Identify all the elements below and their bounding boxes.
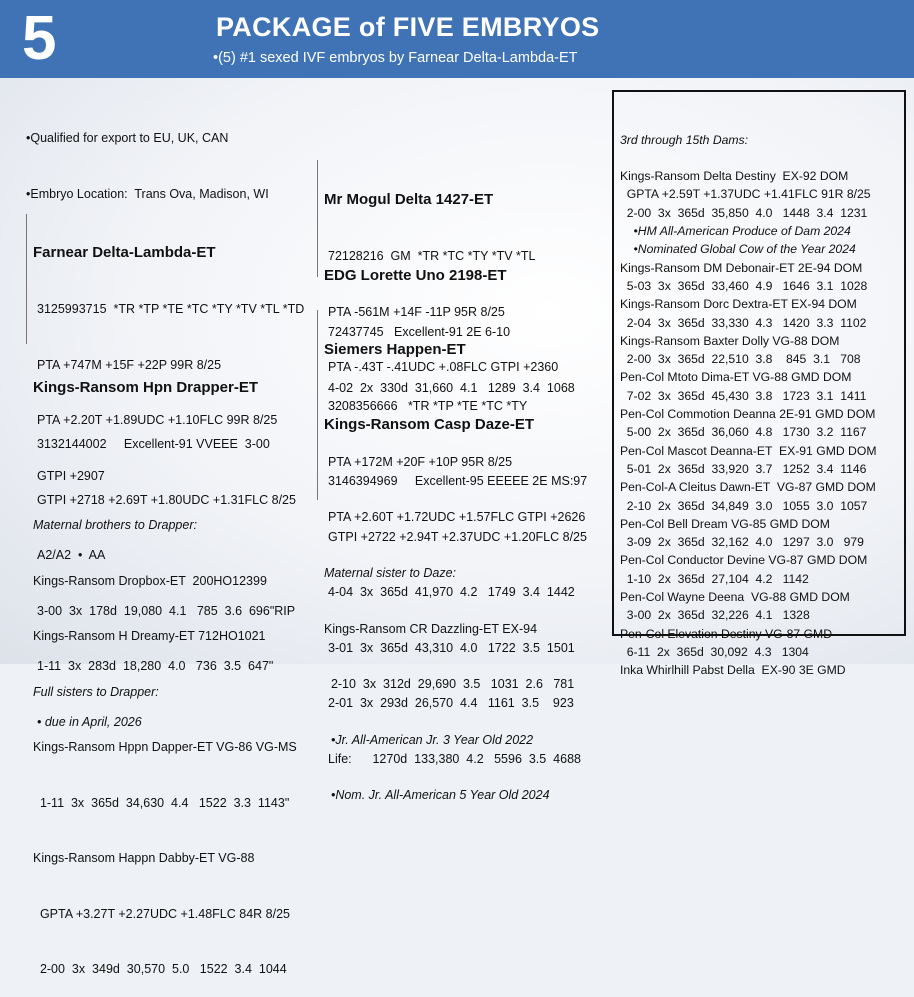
dam-line: 1-11 3x 283d 18,280 4.0 736 3.5 647" — [37, 659, 274, 673]
sire-sire-line: PTA -561M +14F -11P 95R 8/25 — [328, 304, 505, 319]
sire-dam-name: EDG Lorette Uno 2198-ET — [324, 267, 507, 284]
dam-line: 3-00 3x 178d 19,080 4.1 785 3.6 696"RIP — [37, 603, 296, 618]
sire-sire-line: PTA -.43T -.41UDC +.08FLC GTPI +2360 — [328, 360, 559, 374]
dam-ancestor-line: Inka Whirlhill Pabst Della EX-90 3E GMD — [620, 663, 846, 678]
dam-line: 3132144002 Excellent-91 VVEEE 3-00 — [37, 437, 270, 451]
package-number: 5 — [22, 4, 57, 73]
dam-dam-line: 3146394969 Excellent-95 EEEEE 2E MS:97 — [328, 474, 588, 488]
sire-line: 3125993715 *TR *TP *TE *TC *TY *TV *TL *TD — [37, 302, 305, 316]
full-sister-line: Kings-Ransom Hppn Dapper-ET VG-86 VG-MS — [33, 740, 297, 754]
dam-name: Kings-Ransom Hpn Drapper-ET — [33, 379, 259, 396]
dam-ancestor-line: Kings-Ransom DM Debonair-ET 2E-94 DOM — [620, 260, 863, 275]
sire-line: PTA +747M +15F +22P 99R 8/25 — [37, 357, 222, 372]
dam-dam-line: 2-01 3x 293d 26,570 4.4 1161 3.5 923 — [328, 696, 574, 710]
dam-dam-line: GTPI +2722 +2.94T +2.37UDC +1.20FLC 8/25 — [328, 529, 587, 544]
full-sister-line: 2-00 3x 349d 30,570 5.0 1522 3.4 1044 — [33, 962, 287, 976]
dam-note: • due in April, 2026 — [37, 714, 142, 729]
dam-ancestor-line: Pen-Col Commotion Deanna 2E-91 GMD DOM — [620, 407, 876, 422]
maternal-sister-heading: Maternal sister to Daze: — [324, 566, 456, 580]
full-sister-line: 1-11 3x 365d 34,630 4.4 1522 3.3 1143" — [33, 795, 290, 810]
dam-ancestor-line: Pen-Col Elevation Destiny VG-87 GMD — [620, 626, 833, 641]
dam-ancestor-line: 6-11 2x 365d 30,092 4.3 1304 — [620, 644, 809, 659]
dam-ancestor-line: 2-00 3x 365d 22,510 3.8 845 3.1 708 — [620, 352, 861, 367]
maternal-brothers-heading: Maternal brothers to Drapper: — [33, 518, 197, 532]
maternal-sister-block — [324, 527, 574, 823]
dam-ancestor-line: 2-04 3x 365d 33,330 4.3 1420 3.3 1102 — [620, 315, 867, 330]
maternal-sister-line: 2-10 3x 312d 29,690 3.5 1031 2.6 781 — [324, 677, 575, 691]
dam-ancestor-line: 5-03 3x 365d 33,460 4.9 1646 3.1 1028 — [620, 278, 868, 293]
dam-dam-line: 3-01 3x 365d 43,310 4.0 1722 3.5 1501 — [328, 640, 575, 655]
maternal-sister-name: Kings-Ransom CR Dazzling-ET EX-94 — [324, 621, 538, 636]
siblings-block — [33, 479, 297, 997]
pedigree-bracket — [317, 310, 318, 500]
dam-ancestor-line: 5-00 2x 365d 36,060 4.8 1730 3.2 1167 — [620, 425, 867, 440]
dam-sire-line: 3208356666 *TR *TP *TE *TC *TY — [328, 399, 528, 413]
sire-line: GTPI +2907 — [37, 468, 105, 483]
qualification-line: •Embryo Location: Trans Ova, Madison, WI — [26, 186, 269, 201]
page-title: PACKAGE of FIVE EMBRYOS — [216, 12, 600, 42]
dam-ancestor-line: Kings-Ransom Delta Destiny EX-92 DOM — [620, 169, 849, 184]
dam-ancestor-line: Pen-Col Mtoto Dima-ET VG-88 GMD DOM — [620, 370, 852, 385]
pedigree-bracket — [317, 160, 318, 277]
dams-heading: 3rd through 15th Dams: — [620, 132, 749, 147]
qualification-line: •Qualified for export to EU, UK, CAN — [26, 131, 229, 145]
dam-ancestor-line: Pen-Col Wayne Deena VG-88 GMD DOM — [620, 590, 850, 605]
dam-dam-line: Life: 1270d 133,380 4.2 5596 3.5 4688 — [328, 751, 581, 766]
dam-ancestor-line: 3-09 2x 365d 32,162 4.0 1297 3.0 979 — [620, 535, 864, 550]
dam-ancestor-line: 5-01 2x 365d 33,920 3.7 1252 3.4 1146 — [620, 461, 867, 476]
dam-ancestor-line: Pen-Col-A Cleitus Dawn-ET VG-87 GMD DOM — [620, 480, 876, 495]
dam-ancestor-line: Pen-Col Mascot Deanna-ET EX-91 GMD DOM — [620, 443, 877, 458]
maternal-brother-line: Kings-Ransom H Dreamy-ET 712HO1021 — [33, 629, 266, 643]
dam-ancestor-line: Kings-Ransom Dorc Dextra-ET EX-94 DOM — [620, 297, 857, 312]
pedigree-bracket — [26, 214, 27, 344]
sire-sire-line: 72128216 GM *TR *TC *TY *TV *TL — [328, 249, 536, 263]
dam-ancestor-line: 2-10 2x 365d 34,849 3.0 1055 3.0 1057 — [620, 498, 868, 513]
dam-ancestor-line: Kings-Ransom Baxter Dolly VG-88 DOM — [620, 333, 840, 348]
dam-ancestor-line: •Nominated Global Cow of the Year 2024 — [620, 242, 856, 257]
dam-ancestor-line: 1-10 2x 365d 27,104 4.2 1142 — [620, 571, 809, 586]
dam-sire-name: Siemers Happen-ET — [324, 341, 466, 358]
dam-line: GTPI +2718 +2.69T +1.80UDC +1.31FLC 8/25 — [37, 492, 296, 507]
dam-line: A2/A2 • AA — [37, 548, 106, 562]
sire-dam-line: 4-02 2x 330d 31,660 4.1 1289 3.4 1068 — [328, 380, 575, 395]
dam-ancestor-line: 7-02 3x 365d 45,430 3.8 1723 3.1 1411 — [620, 388, 867, 403]
dam-dam-line: 4-04 3x 365d 41,970 4.2 1749 3.4 1442 — [328, 585, 575, 599]
dam-ancestor-line: •HM All-American Produce of Dam 2024 — [620, 224, 851, 239]
dam-ancestor-line: 2-00 3x 365d 35,850 4.0 1448 3.4 1231 — [620, 205, 868, 220]
maternal-sister-note: •Nom. Jr. All-American 5 Year Old 2024 — [324, 788, 550, 802]
dam-ancestor-line: 3-00 2x 365d 32,226 4.1 1328 — [620, 608, 810, 623]
maternal-brother-line: Kings-Ransom Dropbox-ET 200HO12399 — [33, 573, 267, 588]
page-subtitle: •(5) #1 sexed IVF embryos by Farnear Delta-Lambda-ET — [213, 50, 578, 66]
dam-ancestor-line: Pen-Col Conductor Devine VG-87 GMD DOM — [620, 553, 868, 568]
full-sisters-heading: Full sisters to Drapper: — [33, 684, 159, 699]
dams-list — [620, 94, 876, 680]
sire-line: PTA +2.20T +1.89UDC +1.10FLC 99R 8/25 — [37, 413, 278, 427]
dam-ancestor-line: Pen-Col Bell Dream VG-85 GMD DOM — [620, 516, 830, 531]
sire-dam-line: 72437745 Excellent-91 2E 6-10 — [328, 325, 511, 339]
full-sister-line: Kings-Ransom Happn Dabby-ET VG-88 — [33, 851, 255, 865]
header-banner — [0, 0, 914, 78]
sire-sire-name: Mr Mogul Delta 1427-ET — [324, 191, 494, 208]
sire-name: Farnear Delta-Lambda-ET — [33, 244, 216, 261]
dam-ancestor-line: GPTA +2.59T +1.37UDC +1.41FLC 91R 8/25 — [620, 187, 871, 202]
dam-sire-line: PTA +172M +20F +10P 95R 8/25 — [328, 454, 513, 469]
full-sister-line: GPTA +3.27T +2.27UDC +1.48FLC 84R 8/25 — [33, 906, 290, 921]
dam-dam-name: Kings-Ransom Casp Daze-ET — [324, 416, 535, 433]
maternal-sister-note: •Jr. All-American Jr. 3 Year Old 2022 — [324, 732, 534, 747]
dam-sire-line: PTA +2.60T +1.72UDC +1.57FLC GTPI +2626 — [328, 510, 586, 524]
qualifications — [26, 92, 269, 222]
